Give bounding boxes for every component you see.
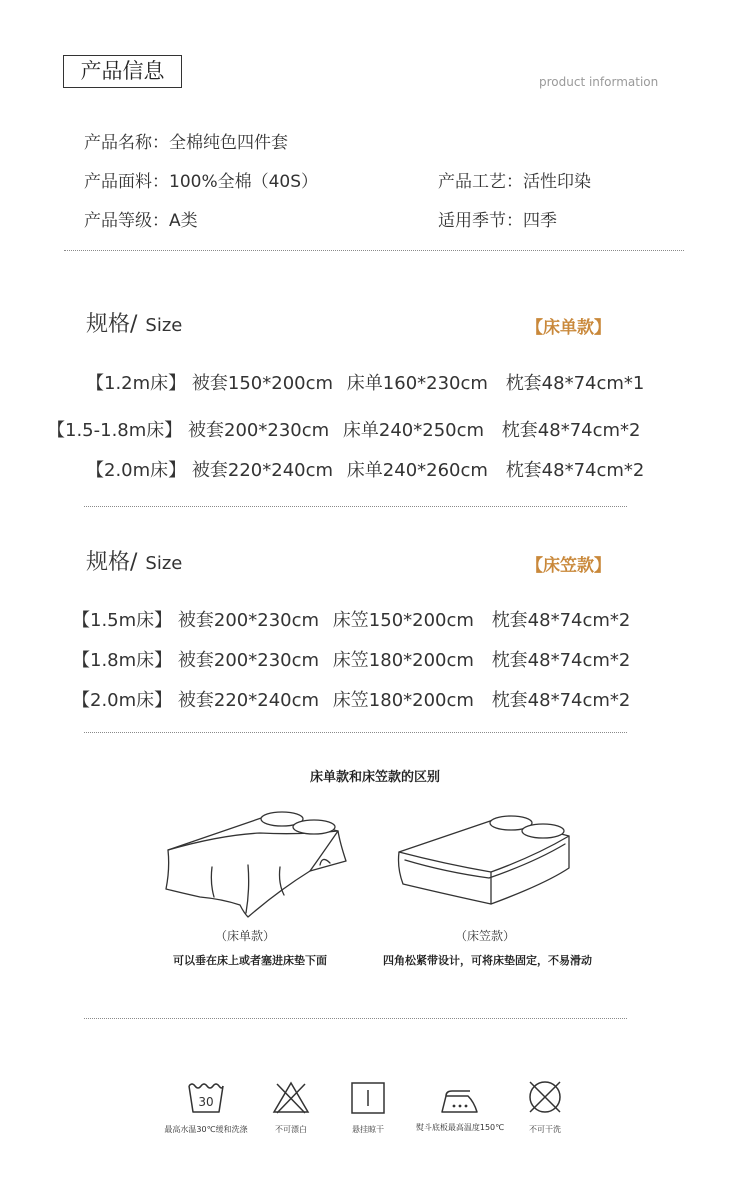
spec-flat-title-en: Size — [145, 315, 183, 336]
divider — [84, 1018, 627, 1019]
spec-flat-title — [86, 307, 182, 338]
bed-size: 【2.0m床】 — [72, 690, 173, 711]
spec-fitted-title — [86, 545, 182, 576]
spec-fitted-title-cn: 规格/ — [86, 550, 138, 575]
product-season: 适用季节：四季 — [438, 211, 557, 231]
spec-flat-title-cn: 规格/ — [86, 312, 138, 337]
bed-size: 【2.0m床】 — [86, 460, 187, 481]
pillow-size: 枕套48*74cm*2 — [491, 650, 631, 671]
sheet-size: 床单240*250cm — [342, 420, 485, 441]
wash-30-icon — [187, 1080, 225, 1114]
care-label: 不可干洗 — [529, 1125, 561, 1134]
pillow-size: 枕套48*74cm*2 — [491, 610, 631, 631]
cover-size: 被套220*240cm — [177, 690, 320, 711]
cover-size: 被套200*230cm — [188, 420, 330, 441]
fitted-description: 四角松紧带设计，可将床垫固定，不易滑动 — [383, 954, 592, 967]
spec-flat-row — [86, 369, 644, 395]
cover-size: 被套200*230cm — [177, 610, 320, 631]
spec-fitted-row — [72, 606, 630, 632]
section-title-box: 产品信息 — [63, 55, 182, 88]
spec-flat-row — [47, 416, 641, 442]
hang-dry-icon — [350, 1081, 386, 1115]
care-label: 不可漂白 — [275, 1125, 307, 1134]
product-name: 产品名称：全棉纯色四件套 — [84, 133, 288, 153]
sheet-size: 床笠180*200cm — [332, 650, 474, 671]
sheet-size: 床笠180*200cm — [332, 690, 474, 711]
flat-description: 可以垂在床上或者塞进床垫下面 — [173, 954, 327, 967]
divider — [84, 506, 627, 507]
pillow-size: 枕套48*74cm*1 — [505, 373, 645, 394]
iron-icon — [440, 1088, 480, 1116]
bed-size: 【1.2m床】 — [86, 373, 187, 394]
bed-size: 【1.8m床】 — [72, 650, 173, 671]
sheet-size: 床笠150*200cm — [332, 610, 474, 631]
wash-temp-value: 30 — [198, 1095, 214, 1109]
sheet-size: 床单160*230cm — [346, 373, 488, 394]
flat-sheet-bed-illustration — [160, 805, 350, 920]
care-label: 最高水温30℃缓和洗涤 — [164, 1125, 248, 1134]
flat-caption: （床单款） — [214, 929, 275, 943]
pillow-size: 枕套48*74cm*2 — [501, 420, 641, 441]
pillow-size: 枕套48*74cm*2 — [505, 460, 645, 481]
spec-flat-row — [86, 456, 644, 482]
divider — [84, 732, 627, 733]
no-bleach-icon — [272, 1080, 310, 1114]
cover-size: 被套150*200cm — [191, 373, 334, 394]
product-grade: 产品等级：A类 — [84, 211, 198, 231]
pillow-size: 枕套48*74cm*2 — [491, 690, 631, 711]
spec-fitted-title-en: Size — [145, 553, 183, 574]
spec-fitted-tag: 【床笠款】 — [526, 556, 611, 576]
bed-size: 【1.5-1.8m床】 — [47, 420, 183, 441]
cover-size: 被套200*230cm — [177, 650, 320, 671]
spec-flat-tag: 【床单款】 — [526, 318, 611, 338]
spec-fitted-row — [72, 686, 630, 712]
care-label: 悬挂晾干 — [352, 1125, 384, 1134]
product-fabric: 产品面料：100%全棉（40S） — [84, 172, 319, 192]
fitted-caption: （床笠款） — [454, 929, 515, 943]
fitted-sheet-bed-illustration — [395, 812, 575, 912]
difference-title: 床单款和床笠款的区别 — [309, 770, 440, 785]
bed-size: 【1.5m床】 — [72, 610, 173, 631]
spec-fitted-row — [72, 646, 630, 672]
cover-size: 被套220*240cm — [191, 460, 334, 481]
sheet-size: 床单240*260cm — [346, 460, 488, 481]
product-process: 产品工艺：活性印染 — [438, 172, 591, 192]
no-dryclean-icon — [527, 1079, 563, 1115]
divider — [64, 250, 684, 251]
section-subtitle: product information — [539, 75, 659, 89]
care-label: 熨斗底板最高温度150℃ — [415, 1123, 505, 1132]
